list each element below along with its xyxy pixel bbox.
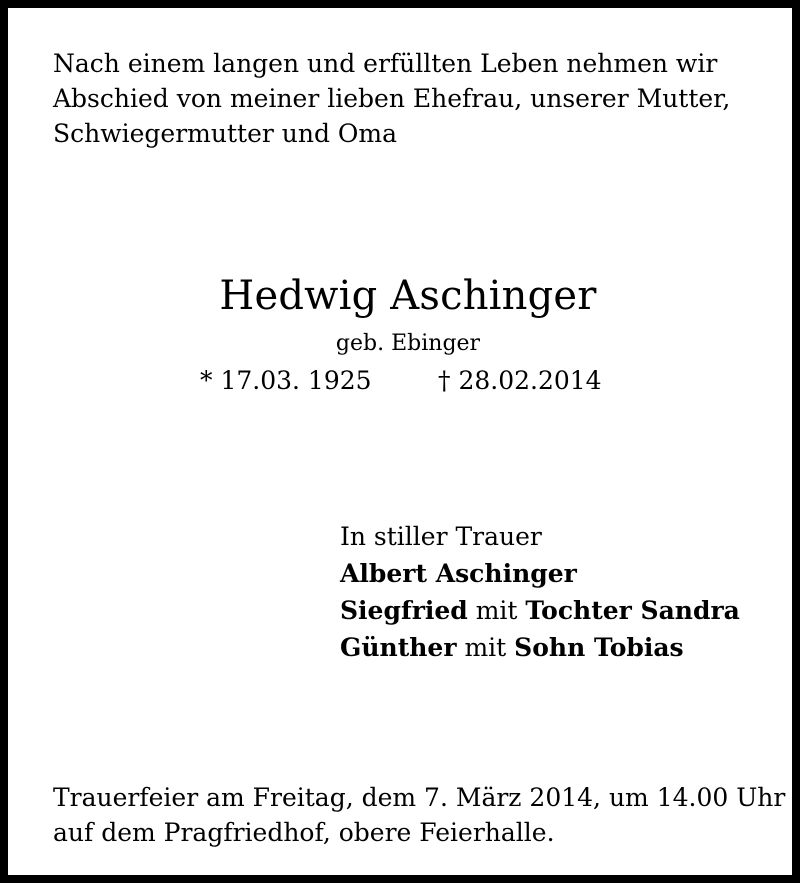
funeral-line: auf dem Pragfriedhof, obere Feierhalle. [53, 818, 555, 847]
funeral-line: Trauerfeier am Freitag, dem 7. März 2014, um 14.00 Uhr [53, 783, 786, 812]
mourner-name: Siegfried [340, 596, 468, 625]
mourner-relation: Tochter Sandra [525, 596, 740, 625]
mourner-line [340, 629, 740, 666]
deceased-name: Hedwig Aschinger [219, 273, 597, 319]
intro-line: Nach einem langen und erfüllten Leben nehmen wir [53, 49, 718, 78]
intro-line: Abschied von meiner lieben Ehefrau, unserer Mutter, [53, 84, 731, 113]
funeral-info [53, 780, 786, 850]
maiden-name: geb. Ebinger [335, 331, 481, 356]
mourner-connector: mit [464, 633, 507, 662]
mourner-line [340, 555, 740, 592]
mourner-connector: mit [475, 596, 518, 625]
intro-text [53, 46, 773, 151]
mourners-heading: In stiller Trauer [340, 522, 542, 551]
intro-line: Schwiegermutter und Oma [53, 119, 398, 148]
mourner-line [340, 592, 740, 629]
mourner-relation: Sohn Tobias [514, 633, 684, 662]
mourner-name: Günther [340, 633, 457, 662]
mourner-name: Albert Aschinger [340, 559, 577, 588]
death-date: † 28.02.2014 [438, 366, 602, 395]
mourners-block [340, 518, 740, 666]
birth-date: * 17.03. 1925 [200, 366, 372, 395]
